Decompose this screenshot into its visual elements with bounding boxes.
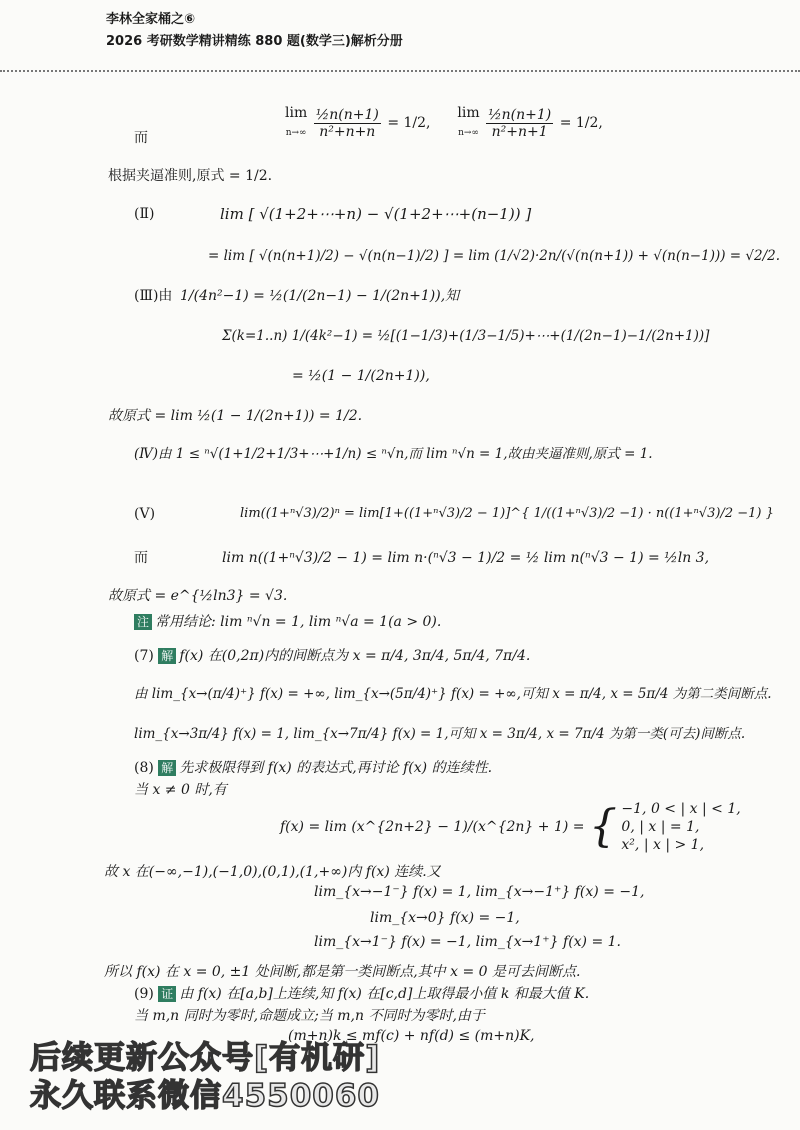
problem-7-second-kind: 由 lim_{x→(π/4)⁺} f(x) = +∞, lim_{x→(5π/4)⁺} f(x) = +∞,可知 x = π/4, x = 5π/4 为第二类间断点. (134, 686, 772, 702)
text-squeeze-result-1: 根据夹逼准则,原式 = 1/2. (108, 168, 273, 184)
limit-sqrt-steps: = lim [ √(n(n+1)/2) − √(n(n−1)/2) ] = lim (1/√2)·2n/(√(n(n+1)) + √(n(n−1))) = √2/2. (208, 248, 781, 264)
header-divider (0, 70, 800, 72)
telescoping-sum: Σ(k=1..n) 1/(4k²−1) = ½[(1−1/3)+(1/3−1/5)+⋯+(1/(2n−1)−1/(2n+1))] (222, 328, 710, 344)
solution-badge-7: 解 (158, 648, 176, 664)
limits-at-one: lim_{x→1⁻} f(x) = −1, lim_{x→1⁺} f(x) = 1. (314, 934, 621, 950)
label-part-5: (Ⅴ) (134, 506, 156, 522)
problem-8-conclusion: 所以 f(x) 在 x = 0, ±1 处间断,都是第一类间断点,其中 x = 0 是可去间断点. (104, 964, 581, 980)
problem-9-inequality: (m+n)k ≤ mf(c) + nf(d) ≤ (m+n)K, (288, 1028, 535, 1044)
result-part-3: 故原式 = lim ½(1 − 1/(2n+1)) = 1/2. (108, 408, 363, 424)
label-part-2: (Ⅱ) (134, 206, 155, 222)
watermark-line-1: 后续更新公众号[有机研] (30, 1040, 381, 1076)
problem-9-cases: 当 m,n 同时为零时,命题成立;当 m,n 不同时为零时,由于 (134, 1008, 485, 1024)
problem-9-statement: (9) 证 由 f(x) 在[a,b]上连续,知 f(x) 在[c,d]上取得最小值 k 和最大值 K. (134, 986, 590, 1002)
solution-badge-8: 解 (158, 760, 176, 776)
problem-7-first-kind: lim_{x→3π/4} f(x) = 1, lim_{x→7π/4} f(x) = 1,可知 x = 3π/4, x = 7π/4 为第一类(可去)间断点. (134, 726, 746, 742)
problem-8-continuity: 故 x 在(−∞,−1),(−1,0),(0,1),(1,+∞)内 f(x) 连续.又 (104, 864, 441, 880)
part-4-squeeze: (Ⅳ)由 1 ≤ ⁿ√(1+1/2+1/3+⋯+1/n) ≤ ⁿ√n,而 lim ⁿ√n = 1,故由夹逼准则,原式 = 1. (134, 446, 653, 462)
text-er-2: 而 (134, 550, 148, 566)
limit-at-zero: lim_{x→0} f(x) = −1, (370, 910, 520, 926)
problem-7-statement: (7) 解 f(x) 在(0,2π)内的间断点为 x = π/4, 3π/4, 5π/4, 7π/4. (134, 648, 531, 664)
header-series: 李林全家桶之⑥ (106, 12, 196, 27)
note-common-conclusion: 注 常用结论: lim ⁿ√n = 1, lim ⁿ√a = 1(a > 0). (134, 612, 441, 632)
problem-8-statement: (8) 解 先求极限得到 f(x) 的表达式,再讨论 f(x) 的连续性. (134, 760, 493, 776)
result-part-5: 故原式 = e^{½ln3} = √3. (108, 588, 288, 604)
proof-badge-9: 证 (158, 986, 176, 1002)
text-er-1: 而 (134, 130, 148, 146)
watermark-line-2: 永久联系微信4550060 (30, 1078, 380, 1114)
limit-exponent-evaluation: lim n((1+ⁿ√3)/2 − 1) = lim n·(ⁿ√3 − 1)/2 = ½ lim n(ⁿ√3 − 1) = ½ln 3, (222, 550, 710, 566)
problem-8-condition: 当 x ≠ 0 时,有 (134, 782, 227, 798)
piecewise-brace: { (588, 801, 617, 852)
limits-at-minus-one: lim_{x→−1⁻} f(x) = 1, lim_{x→−1⁺} f(x) = −1, (314, 884, 645, 900)
label-part-3: (Ⅲ)由 (134, 288, 173, 304)
partial-fraction-decomposition: 1/(4n²−1) = ½(1/(2n−1) − 1/(2n+1)),知 (180, 288, 460, 304)
piecewise-function: f(x) = lim (x^{2n+2} − 1)/(x^{2n} + 1) = { −1, 0 < | x | < 1, 0, | x | = 1, x², | x | > 1, (280, 801, 741, 853)
limit-sqrt-difference: lim [ √(1+2+⋯+n) − √(1+2+⋯+(n−1)) ] (220, 205, 532, 223)
telescoping-result: = ½(1 − 1/(2n+1)), (292, 368, 430, 384)
limit-expression-1: lim n→∞ $\frac{\text{½n(n+1)}}{\text{n²+n+n}}$ = 1/2, lim n→∞ $\frac{\text{½n(n+1)}}{\text{n²+n+1}}$ = 1/2, (285, 105, 603, 140)
limit-power-expression: lim((1+ⁿ√3)/2)ⁿ = lim[1+((1+ⁿ√3)/2 − 1)]^{ 1/((1+ⁿ√3)/2 −1) · n((1+ⁿ√3)/2 −1) } (240, 506, 774, 521)
note-badge: 注 (134, 614, 152, 630)
header-book-title: 2026 考研数学精讲精练 880 题(数学三)解析分册 (106, 34, 403, 49)
